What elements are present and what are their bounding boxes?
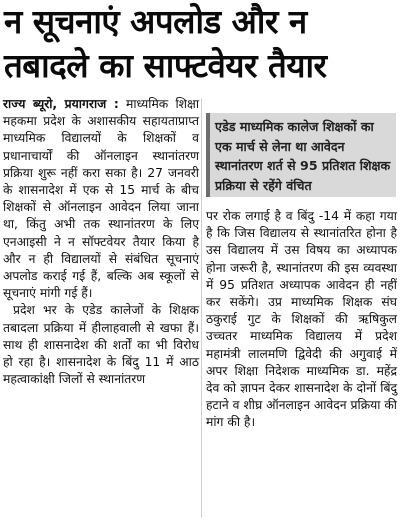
article-paragraph-2: प्रदेश भर के एडेड कालेजों के शिक्षक तबादला प्रक्रिया में हीलाहवाली से खफा हैं। साथ ही शासनादेश की शर्तों का भी विरोध हो रहा है। शासनादेश के बिंदु 11 में आठ महत्वाकांक्षी जिलों से स्थानांतरण [3, 303, 199, 387]
dateline: राज्य ब्यूरो, प्रयागराज : [3, 97, 119, 111]
article-left-column [3, 96, 199, 388]
headline [0, 0, 400, 88]
highlight-text: एडेड माध्यमिक कालेज शिक्षकों का एक मार्च से लेना था आवेदन स्थानांतरण शर्त से 95 प्रतिशत शिक्षक प्रक्रिया से रहेंगे वंचित [215, 119, 391, 193]
article-right-column [206, 208, 397, 432]
article-paragraph-3: पर रोक लगाई है व बिंदु -14 में कहा गया है कि जिस विद्यालय से स्थानांतरित होना है उस विद्यालय में उस विषय का अध्यापक होना जरूरी है, स्थानांतरण की इस व्यवस्था में 95 प्रतिशत अध्यापक आवेदन ही नहीं कर सकेंगे। उप्र माध्यमिक शिक्षक संघ ठकुराई गुट के शिक्षकों की ऋषिकुल उच्चतर माध्यमिक विद्यालय में प्रदेश महामंत्री लालमणि द्विवेदी की अगुवाई में अपर शिक्षा निदेशक माध्यमिक डा. महेंद्र देव को ज्ञापन देकर शासनादेश के दोनों बिंदु हटाने व शीघ्र ऑनलाइन आवेदन प्रक्रिया की मांग की है। [206, 209, 397, 430]
headline-line-1: न सूचनाएं अपलोड और न [4, 2, 307, 41]
highlight-box [206, 113, 396, 197]
article-paragraph-1-text: माध्यमिक शिक्षा महकमा प्रदेश के अशासकीय सहायताप्राप्त माध्यमिक विद्यालयों के शिक्षकों व प्रधानाचार्यों की ऑनलाइन स्थानांतरण प्रक्रिया शुरू नहीं करा सका है। 27 जनवरी के शासनादेश में एक से 15 मार्च के बीच शिक्षकों से ऑनलाइन आवेदन लिया जाना था, किंतु अभी तक स्थानांतरण के लिए एनआइसी ने न सॉफ्टवेयर तैयार किया है और न ही विद्यालयों से संबंधित सूचनाएं अपलोड कराई गई हैं, बल्कि अब स्कूलों से सूचनाएं मांगी गई हैं। [3, 97, 199, 301]
column-divider [201, 98, 202, 518]
headline-line-2: तबादले का साफ्टवेयर तैयार [4, 46, 327, 85]
article-paragraph-1 [3, 96, 199, 302]
